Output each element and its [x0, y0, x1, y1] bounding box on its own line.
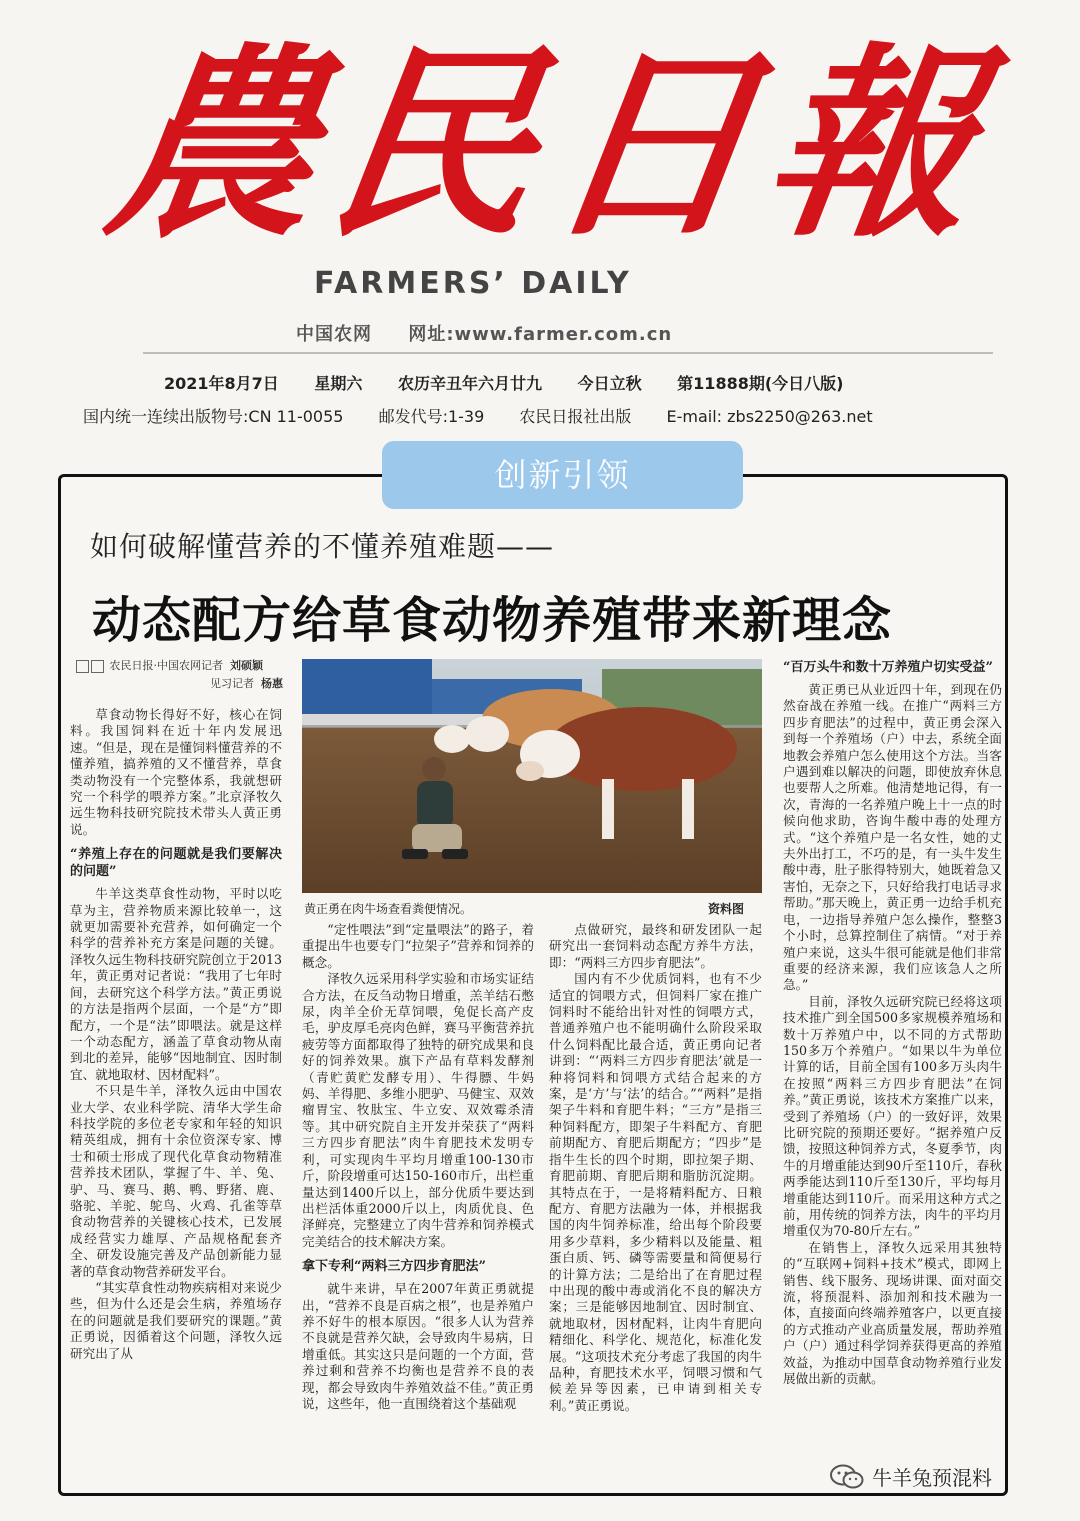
- paragraph: 牛羊这类草食性动物，平时以吃草为主，营养物质来源比较单一，这就更加需要补充营养，如何确定一个科学的营养补充方案是问题的关键。泽牧久远生物科技研究院创立于2013年，黄正勇对记者说：“我用了七年时间，去研究这个科学方法。”黄正勇说的方法是指两个层面，一个是“方”即配方，一个是“法”即喂法。就是这样一个动态配方，涵盖了草食动物从南到北的差异，能够“因地制宜、因时制宜、就地取材、因材配料”。: [70, 886, 282, 1082]
- wechat-watermark: [830, 1462, 992, 1491]
- site-label: 中国农网: [296, 324, 372, 345]
- byline-prefix: 农民日报·中国农网记者: [109, 659, 223, 672]
- byline-prefix: 见习记者: [210, 677, 254, 690]
- postal-code: 邮发代号:1-39: [378, 407, 485, 426]
- section-subheading: 拿下专利“两料三方四步育肥法”: [302, 1259, 486, 1275]
- masthead-divider: [143, 352, 993, 354]
- byline-author: 刘硕颖: [230, 659, 263, 672]
- square-icon: [76, 660, 89, 673]
- paragraph: 黄正勇已从业近四十年，到现在仍然奋战在养殖一线。在推广“两料三方四步育肥法”的过程中，黄正勇会深入到每一个养殖场（户）中去，系统全面地教会养殖户怎么使用这个方法。当客户遇到难以解决的问题，即使放弃休息也要帮人之所难。他清楚地记得，有一次，青海的一名养殖户晚上十一点的时候向他求助，咨询牛酸中毒的处理方式。“这个养殖户是一名女性，她的丈夫外出打工，不巧的是，有一头牛发生酸中毒，肚子胀得特别大，她既着急又害怕，无奈之下，只好给我打电话寻求帮助。”那天晚上，黄正勇一边给手机充电，一边指导养殖户怎么操作，整整3个小时，总算控制住了病情。“对于养殖户来说，这头牛很可能就是他们非常重要的经济来源，我们应该急人之所急。”: [783, 682, 1002, 993]
- issue-lunar-date: 农历辛丑年六月廿九: [397, 374, 542, 393]
- article-headline: 动态配方给草食动物养殖带来新理念: [92, 592, 893, 649]
- issue-date: 2021年8月7日: [164, 374, 279, 393]
- issue-solar-term: 今日立秋: [577, 374, 642, 393]
- article-byline: [76, 657, 296, 693]
- issue-meta-row: [164, 371, 873, 394]
- cattle-farm-illustration: [302, 659, 762, 893]
- issue-weekday: 星期六: [314, 374, 363, 393]
- paragraph: 在销售上，泽牧久远采用其独特的“互联网+饲料+技术”模式，即网上销售、线下服务、现场讲课、面对面交流，将预混料、添加剂和技术融为一体，直接面向终端养殖客户，以更直接的方式推动产业高质量发展，帮助养殖户（户）通过科学饲养获得更高的养殖效益，为推动中国草食动物养殖行业发展做出新的贡献。: [783, 1239, 1002, 1387]
- paragraph: “定性喂法”到“定量喂法”的路子，着重提出牛也要专门“拉架子”营养和饲养的概念。: [302, 922, 534, 970]
- paragraph: 泽牧久远采用科学实验和市场实证结合方法，在反刍动物日增重，羔羊结石憋尿，肉羊全价无草饲喂，兔促长高产皮毛，驴皮厚毛亮肉色鲜，赛马平衡营养抗疲劳等方面都取得了独特的研究成果和良好的饲养效果。旗下产品有草料发酵剂（青贮黄贮发酵专用）、牛得膘、牛妈妈、羊得肥、多维小肥驴、马健宝、双效瘤胃宝、牧肽宝、牛立安、双效霉杀清等。其中研究院自主开发并荣获了“两料三方四步育肥法”肉牛育肥技术发明专利，可实现肉牛平均月增重100-130市斤，阶段增重可达150-160市斤，出栏重量达到1400斤以上，部分优质牛要达到出栏活体重2000斤以上，肉质优良、色泽鲜亮，完整建立了肉牛营养和饲养模式完美结合的技术解决方案。: [302, 971, 534, 1249]
- site-url[interactable]: 网址:www.farmer.com.cn: [408, 324, 673, 345]
- article-kicker: 如何破解懂营养的不懂养殖难题——: [90, 530, 555, 563]
- cn-number: 国内统一连续出版物号:CN 11-0055: [83, 407, 344, 426]
- section-subheading: “百万头牛和数十万养殖户切实受益”: [783, 660, 993, 675]
- publication-meta-row: [83, 404, 903, 427]
- paragraph: 国内有不少优质饲料，也有不少适宜的饲喂方式，但饲料厂家在推广饲料时不能给出针对性的饲喂方式，普通养殖户也不能明确什么阶段采取什么饲料配比最合适，黄正勇向记者讲到：“‘两料三方四步育肥法’就是一种将饲料和饲喂方式结合起来的方案，是‘方’与‘法’的结合。”“两料”是指架子牛料和育肥牛料；“三方”是指三种饲料配方，即架子牛料配方、育肥前期配方、育肥后期配方；“四步”是指牛生长的四个时期，即拉架子期、育肥前期、育肥后期和脂肪沉淀期。其特点在于，一是将精料配方、日粮配方、育肥方法融为一体，并根据我国的肉牛饲养标准，给出每个阶段要用多少草料，多少精料以及能量、粗蛋白质、钙、磷等需要量和简便易行的计算方法；二是给出了在育肥过程中出现的酸中毒或消化不良的解决方案；三是能够因地制宜、因时制宜、就地取材，因材配料，让肉牛育肥向精细化、科学化、规范化，标准化发展。“这项技术充分考虑了我国的肉牛品种，育肥技术水平，饲喂习惯和气候差异等因素，已申请到相关专利。”黄正勇说。: [549, 971, 762, 1413]
- square-icon: [91, 660, 104, 673]
- article-column-1: [70, 707, 282, 1482]
- paragraph: 点做研究，最终和研发团队一起研究出一套饲料动态配方养牛方法，即：“两料三方四步育肥法”。: [549, 922, 762, 970]
- photo-caption: 黄正勇在肉牛场查看粪便情况。: [304, 902, 473, 916]
- article-column-4: [783, 651, 1002, 1441]
- masthead-english-name: FARMERS’ DAILY: [314, 266, 632, 301]
- section-subheading: “养殖上存在的问题就是我们要解决的问题”: [70, 847, 282, 880]
- email-address[interactable]: E-mail: zbs2250@263.net: [666, 407, 873, 426]
- masthead-logo: 農民日報: [95, 25, 1005, 265]
- paragraph: “其实草食性动物疾病相对来说少些，但为什么还是会生病，养殖场存在的问题就是我们要研究的课题。”黄正勇说，因循着这个问题，泽牧久远研究出了从: [70, 1280, 282, 1361]
- watermark-text: 牛羊兔预混料: [872, 1466, 992, 1490]
- photo-credit: 资料图: [708, 902, 745, 916]
- paragraph: 不只是牛羊，泽牧久远由中国农业大学、农业科学院、清华大学生命科技学院的多位老专家和年轻的知识精英组成，拥有十余位资深专家、博士和硕士形成了现代化草食动物精准营养技术团队，掌握了牛、羊、兔、驴、马、赛马、鹅、鸭、野猪、鹿、骆驼、羊驼、鸵鸟、火鸡、孔雀等草食动物营养的关键核心技术，已发展成经营实力雄厚、产品规格配套齐全、研发设施完善及产品创新能力显著的草食动物营养研发平台。: [70, 1083, 282, 1279]
- article-photo: [302, 659, 762, 893]
- masthead-site-line: [296, 320, 672, 346]
- article-column-2: [302, 922, 534, 1482]
- paragraph: 目前，泽牧久远研究院已经将这项技术推广到全国500多家规模养殖场和数十万养殖户中，以不同的方式帮助150多万个养殖户。“如果以牛为单位计算的话，目前全国有100多万头肉牛在按照“两料三方四步育肥法”在饲养。”黄正勇说，该技术方案推广以来，受到了养殖场（户）的一致好评，效果比研究院的预期还要好。“据养殖户反馈，按照这种饲养方式，冬夏季节，肉牛的月增重能达到90斤至110斤，春秋两季能达到110斤至130斤，平均每月增重能达到110斤。而采用这种方式之前，用传统的饲养方法，肉牛的平均月增重仅为70-80斤左右。”: [783, 993, 1002, 1239]
- publisher: 农民日报社出版: [519, 407, 632, 426]
- paragraph: 草食动物长得好不好，核心在饲料。我国饲料在近十年内发展迅速。“但是，现在是懂饲料懂营养的不懂养殖，搞养殖的又不懂营养，草食类动物没有一个完整体系，我就想研究一个科学的喂养方案。”北京泽牧久远生物科技研究院技术带头人黄正勇说。: [70, 707, 282, 837]
- issue-number: 第11888期(今日八版): [677, 374, 844, 393]
- wechat-icon: [830, 1464, 864, 1490]
- article-column-3: [549, 922, 762, 1482]
- paragraph: 就牛来讲，早在2007年黄正勇就提出，“营养不良是百病之根”，也是养殖户养不好牛的根本原因。“很多人认为营养不良就是营养欠缺，会导致肉牛易病，日增重低。其实这只是问题的一个方面，营养过剩和营养不均衡也是营养不良的表现，都会导致肉牛养殖效益不佳。”黄正勇说，这些年，他一直围绕着这个基础观: [302, 1281, 534, 1411]
- section-banner: 创新引领: [382, 441, 743, 509]
- byline-author: 杨惠: [261, 677, 283, 690]
